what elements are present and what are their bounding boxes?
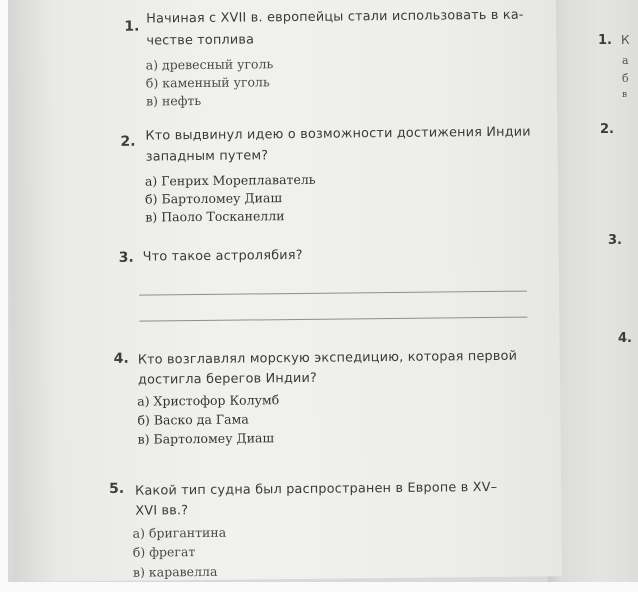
- question-5-line-1: Какой тип судна был распространен в Европе в XV–: [135, 479, 498, 499]
- question-5-option-b: б) фрегат: [132, 544, 196, 560]
- question-5-option-c: в) каравелла: [132, 563, 218, 580]
- right-opt-b-fragment: б: [622, 72, 629, 85]
- question-3-line-1: Что такое астролябия?: [142, 247, 303, 265]
- question-4-option-b: б) Васко да Гама: [137, 411, 249, 428]
- question-2-line-2: западным путем?: [145, 148, 269, 165]
- question-2-line-1: Кто выдвинул идею о возможности достижения Индии: [145, 124, 531, 144]
- question-4-line-2: достигла берегов Индии?: [137, 370, 318, 388]
- question-3-number: 3.: [118, 249, 134, 266]
- question-1-line-2: честве топлива: [146, 32, 255, 49]
- answer-line-2: [139, 317, 527, 322]
- right-q3-number: 3.: [608, 233, 622, 248]
- question-2-number: 2.: [120, 133, 136, 150]
- right-q4-number: 4.: [618, 331, 632, 346]
- question-4-option-a: а) Христофор Колумб: [137, 392, 280, 409]
- question-1-option-c: в) нефть: [145, 92, 202, 109]
- right-page: [548, 0, 638, 582]
- question-2-option-c: в) Паоло Тосканелли: [145, 208, 285, 225]
- question-4-number: 4.: [113, 350, 129, 367]
- book-photo: [8, 0, 632, 582]
- question-5-line-2: XVI вв.?: [135, 503, 189, 519]
- question-1-line-1: Начиная с XVII в. европейцы стали использовать в ка-: [146, 7, 524, 27]
- answer-line-1: [139, 291, 527, 296]
- right-opt-c-fragment: в: [622, 90, 628, 100]
- right-q1-fragment: К: [621, 33, 630, 47]
- question-5-number: 5.: [109, 480, 125, 497]
- right-opt-a-fragment: а: [622, 54, 629, 67]
- question-4-line-1: Кто возглавлял морскую экспедицию, которая первой: [137, 348, 518, 368]
- question-4-option-c: в) Бартоломеу Диаш: [137, 430, 275, 447]
- question-2-option-b: б) Бартоломеу Диаш: [145, 190, 283, 207]
- left-page: [8, 0, 562, 582]
- question-1-option-b: б) каменный уголь: [145, 74, 270, 91]
- right-q1-number: 1.: [598, 33, 612, 48]
- right-q2-number: 2.: [600, 122, 614, 137]
- question-5-option-a: а) бригантина: [132, 524, 227, 541]
- question-1-number: 1.: [124, 18, 140, 35]
- question-1-option-a: а) древесный уголь: [145, 56, 274, 73]
- question-2-option-a: а) Генрих Мореплаватель: [144, 171, 316, 189]
